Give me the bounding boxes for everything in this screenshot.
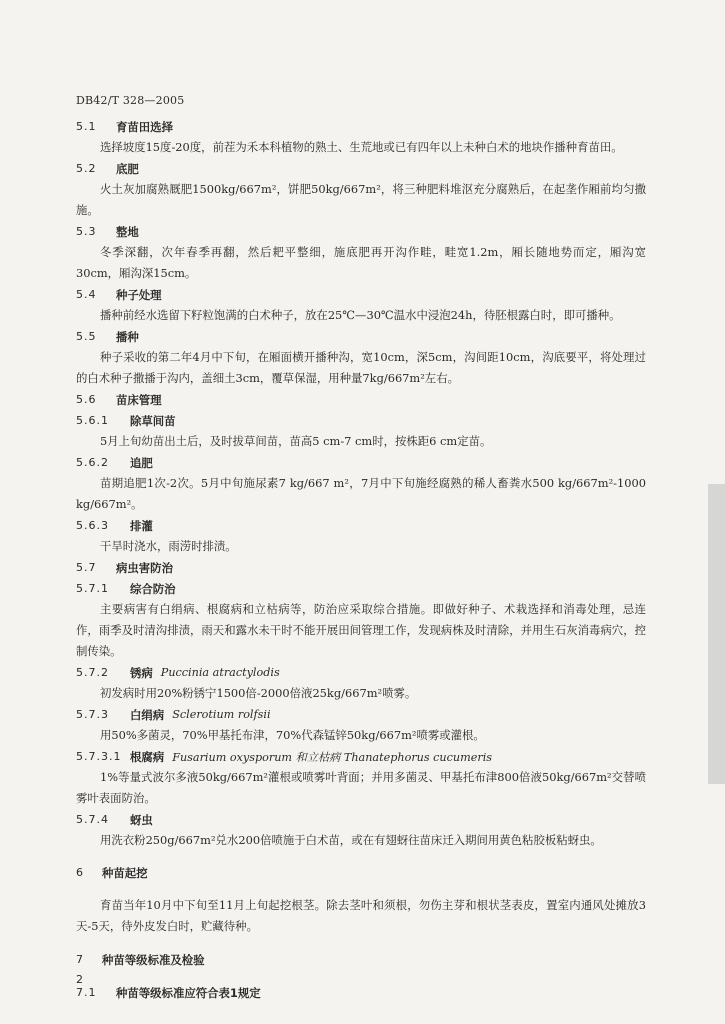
document-body xyxy=(76,116,646,1003)
section-title: 底肥 xyxy=(116,161,139,176)
section-title: 根腐病 xyxy=(130,749,165,764)
section-title: 苗床管理 xyxy=(116,392,162,407)
section-number: 5.7.2 xyxy=(76,666,109,679)
section-number: 7 xyxy=(76,953,84,966)
section-title: 种子处理 xyxy=(116,287,162,302)
section-number: 5.4 xyxy=(76,288,97,301)
section-number: 5.6 xyxy=(76,393,97,406)
section-heading xyxy=(76,746,646,767)
section-heading xyxy=(76,662,646,683)
body-paragraph: 冬季深翻，次年春季再翻，然后耙平整细，施底肥再开沟作畦，畦宽1.2m，厢长随地势而定，厢沟宽30cm，厢沟深15cm。 xyxy=(76,245,646,280)
section-number: 5.7.3 xyxy=(76,708,109,721)
section-heading xyxy=(76,410,646,431)
section-title: 综合防治 xyxy=(130,581,176,596)
section-title: 播种 xyxy=(116,329,139,344)
section-heading xyxy=(76,949,646,970)
body-paragraph: 5月上旬幼苗出土后，及时拔草间苗，苗高5 cm-7 cm时，按株距6 cm定苗。 xyxy=(100,434,492,448)
standard-number: DB42/T 328—2005 xyxy=(76,94,185,107)
scientific-name: Sclerotium rolfsii xyxy=(172,708,271,721)
body-paragraph: 初发病时用20%粉锈宁1500倍-2000倍液25kg/667m²喷雾。 xyxy=(100,686,417,700)
section-heading xyxy=(76,578,646,599)
section-number: 5.5 xyxy=(76,330,97,343)
section-title: 病虫害防治 xyxy=(116,560,173,575)
section-number: 5.3 xyxy=(76,225,97,238)
section-title: 蚜虫 xyxy=(130,812,153,827)
section-heading xyxy=(76,116,646,137)
section-spacer xyxy=(76,851,646,862)
section-heading xyxy=(76,326,646,347)
body-paragraph: 选择坡度15度-20度，前茬为禾本科植物的熟土、生荒地或已有四年以上未种白术的地块作播种育苗田。 xyxy=(100,140,623,154)
section-number: 7.1 xyxy=(76,986,97,999)
body-paragraph: 用洗衣粉250g/667m²兑水200倍喷施于白术苗，或在有翅蚜往苗床迁入期间用黄色粘胶板粘蚜虫。 xyxy=(100,833,602,847)
page-number: 2 xyxy=(76,973,83,986)
body-paragraph: 用50%多菌灵，70%甲基托布津，70%代森锰锌50kg/667m²喷雾或灌根。 xyxy=(100,728,485,742)
section-spacer xyxy=(76,970,646,982)
section-heading xyxy=(76,284,646,305)
section-title: 除草间苗 xyxy=(130,413,176,428)
body-paragraph: 主要病害有白绢病、根腐病和立枯病等，防治应采取综合措施。即做好种子、术栽选择和消毒处理，忌连作，雨季及时清沟排渍，雨天和露水未干时不能开展田间管理工作，发现病株及时清除，并用生石灰消毒病穴，控制传染。 xyxy=(76,602,646,658)
section-number: 5.6.1 xyxy=(76,414,109,427)
body-paragraph: 种子采收的第二年4月中下旬，在厢面横开播种沟，宽10cm，深5cm，沟间距10cm，沟底要平，将处理过的白术种子撒播于沟内，盖细土3cm，覆草保湿，用种量7kg/667m²左右。 xyxy=(76,350,646,385)
section-title: 种苗等级标准应符合表1规定 xyxy=(116,985,261,1000)
section-heading xyxy=(76,221,646,242)
section-number: 5.7.3.1 xyxy=(76,750,122,763)
section-title: 白绢病 xyxy=(130,707,165,722)
section-heading xyxy=(76,452,646,473)
section-heading xyxy=(76,158,646,179)
body-paragraph: 干旱时浇水，雨涝时排渍。 xyxy=(100,539,237,553)
section-title: 排灌 xyxy=(130,518,153,533)
section-heading xyxy=(76,862,646,883)
section-heading xyxy=(76,809,646,830)
section-number: 5.6.2 xyxy=(76,456,109,469)
body-paragraph: 播种前经水选留下籽粒饱满的白术种子，放在25℃—30℃温水中浸泡24h，待胚根露白时，即可播种。 xyxy=(100,308,621,322)
section-number: 6 xyxy=(76,866,84,879)
body-paragraph: 1%等量式波尔多液50kg/667m²灌根或喷雾叶背面；并用多菌灵、甲基托布津800倍液50kg/667m²交替喷雾叶表面防治。 xyxy=(76,770,646,805)
section-heading xyxy=(76,982,646,1003)
scientific-name: Puccinia atractylodis xyxy=(160,666,280,679)
body-paragraph: 育苗当年10月中下旬至11月上旬起挖根茎。除去茎叶和须根，勿伤主芽和根状茎表皮，置室内通风处摊放3天-5天，待外皮发白时，贮藏待种。 xyxy=(76,898,646,933)
section-heading xyxy=(76,515,646,536)
section-title: 育苗田选择 xyxy=(116,119,173,134)
scientific-name: Fusarium oxysporum 和立枯病 Thanatephorus cucumeris xyxy=(172,750,493,764)
section-heading xyxy=(76,704,646,725)
section-title: 追肥 xyxy=(130,455,153,470)
body-paragraph: 火土灰加腐熟厩肥1500kg/667m²，饼肥50kg/667m²，将三种肥料堆沤充分腐熟后，在起垄作厢前均匀撒施。 xyxy=(76,182,646,217)
section-title: 整地 xyxy=(116,224,139,239)
page-edge-tab xyxy=(708,484,725,784)
section-number: 5.7.4 xyxy=(76,813,109,826)
section-number: 5.6.3 xyxy=(76,519,109,532)
section-number: 5.2 xyxy=(76,162,97,175)
section-number: 5.7 xyxy=(76,561,97,574)
section-title: 锈病 xyxy=(130,665,153,680)
section-heading xyxy=(76,557,646,578)
section-title: 种苗起挖 xyxy=(102,865,148,880)
section-spacer xyxy=(76,937,646,949)
section-spacer xyxy=(76,883,646,895)
section-title: 种苗等级标准及检验 xyxy=(102,952,205,967)
section-heading xyxy=(76,389,646,410)
body-paragraph: 苗期追肥1次-2次。5月中旬施尿素7 kg/667 m²，7月中下旬施经腐熟的稀人畜粪水500 kg/667m²-1000 kg/667m²。 xyxy=(76,476,646,511)
section-number: 5.1 xyxy=(76,120,97,133)
section-number: 5.7.1 xyxy=(76,582,109,595)
